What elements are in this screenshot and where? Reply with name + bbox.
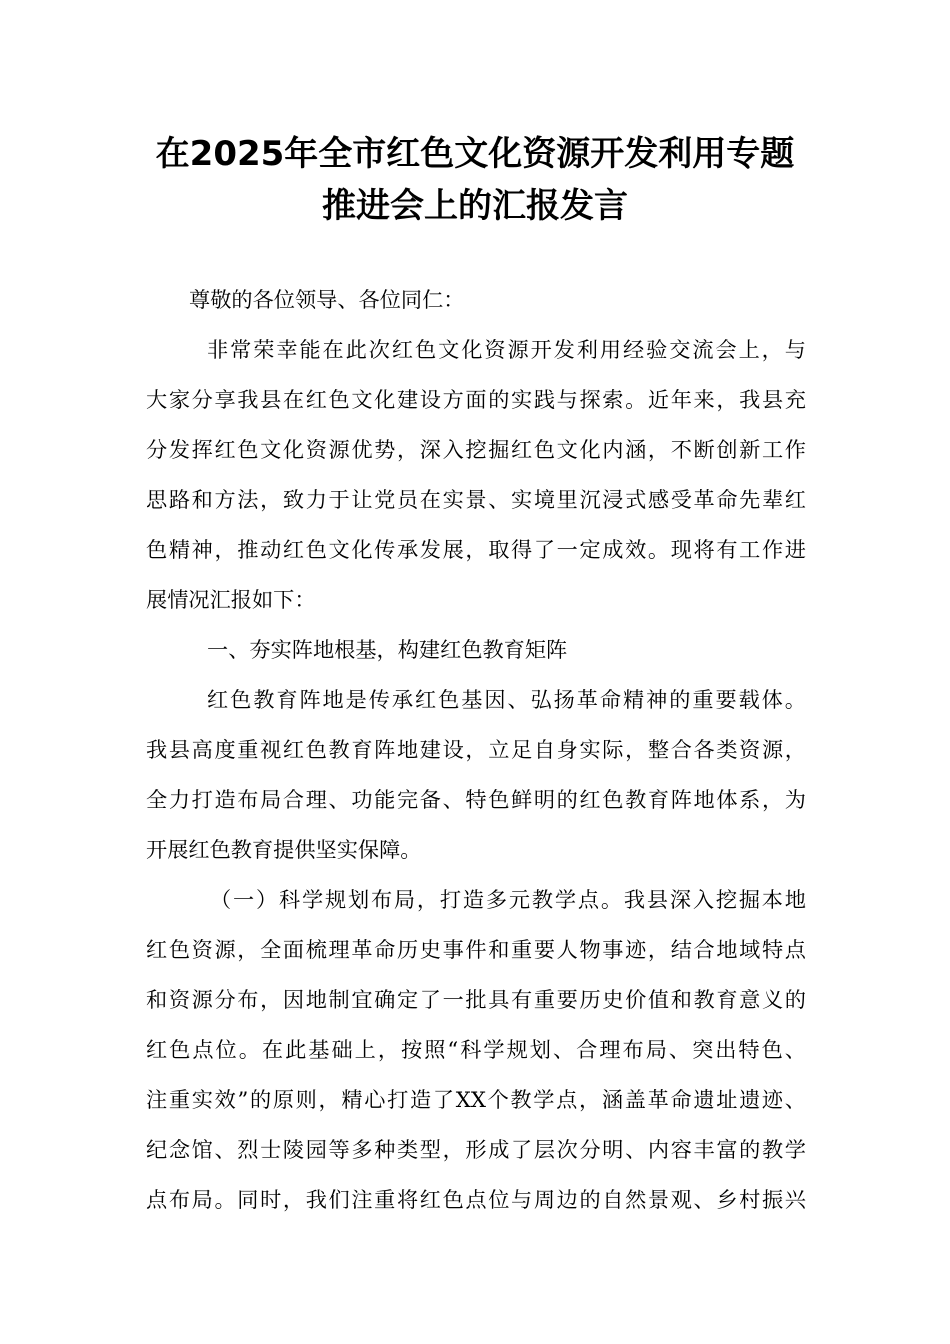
paragraph-line: 全力打造布局合理、功能完备、特色鲜明的红色教育阵地体系，为 [146, 787, 806, 812]
paragraph-line: 色精神，推动红色文化传承发展，取得了一定成效。现将有工作进 [146, 537, 806, 562]
paragraph-line: 和资源分布，因地制宜确定了一批具有重要历史价值和教育意义的 [146, 987, 806, 1012]
section-heading: 一、夯实阵地根基，构建红色教育矩阵 [207, 637, 568, 662]
subsection-paragraph-line: （一）科学规划布局，打造多元教学点。我县深入挖掘本地 [210, 887, 806, 912]
paragraph-line: 展情况汇报如下： [146, 587, 316, 612]
paragraph-line: 开展红色教育提供坚实保障。 [146, 837, 422, 862]
paragraph-line: 思路和方法，致力于让党员在实景、实境里沉浸式感受革命先辈红 [146, 487, 806, 512]
document-body [146, 275, 806, 1225]
paragraph-line: 红色点位。在此基础上，按照“科学规划、合理布局、突出特色、 [146, 1037, 806, 1062]
paragraph-line: 红色教育阵地是传承红色基因、弘扬革命精神的重要载体。 [207, 687, 806, 712]
paragraph-line: 点布局。同时，我们注重将红色点位与周边的自然景观、乡村振兴 [146, 1187, 806, 1212]
paragraph-line: 注重实效”的原则，精心打造了XX个教学点，涵盖革命遗址遗迹、 [146, 1087, 806, 1112]
document-title-line-2: 推进会上的汇报发言 [322, 186, 628, 226]
paragraph-line: 大家分享我县在红色文化建设方面的实践与探索。近年来，我县充 [146, 387, 806, 412]
salutation: 尊敬的各位领导、各位同仁： [189, 287, 465, 312]
document-title-line-1: 在2025年全市红色文化资源开发利用专题 [155, 134, 795, 174]
paragraph-line: 非常荣幸能在此次红色文化资源开发利用经验交流会上，与 [207, 337, 806, 362]
paragraph-line: 纪念馆、烈士陵园等多种类型，形成了层次分明、内容丰富的教学 [146, 1137, 806, 1162]
paragraph-line: 红色资源，全面梳理革命历史事件和重要人物事迹，结合地域特点 [146, 937, 806, 962]
paragraph-line: 分发挥红色文化资源优势，深入挖掘红色文化内涵，不断创新工作 [146, 437, 806, 462]
paragraph-line: 我县高度重视红色教育阵地建设，立足自身实际，整合各类资源， [146, 737, 806, 762]
